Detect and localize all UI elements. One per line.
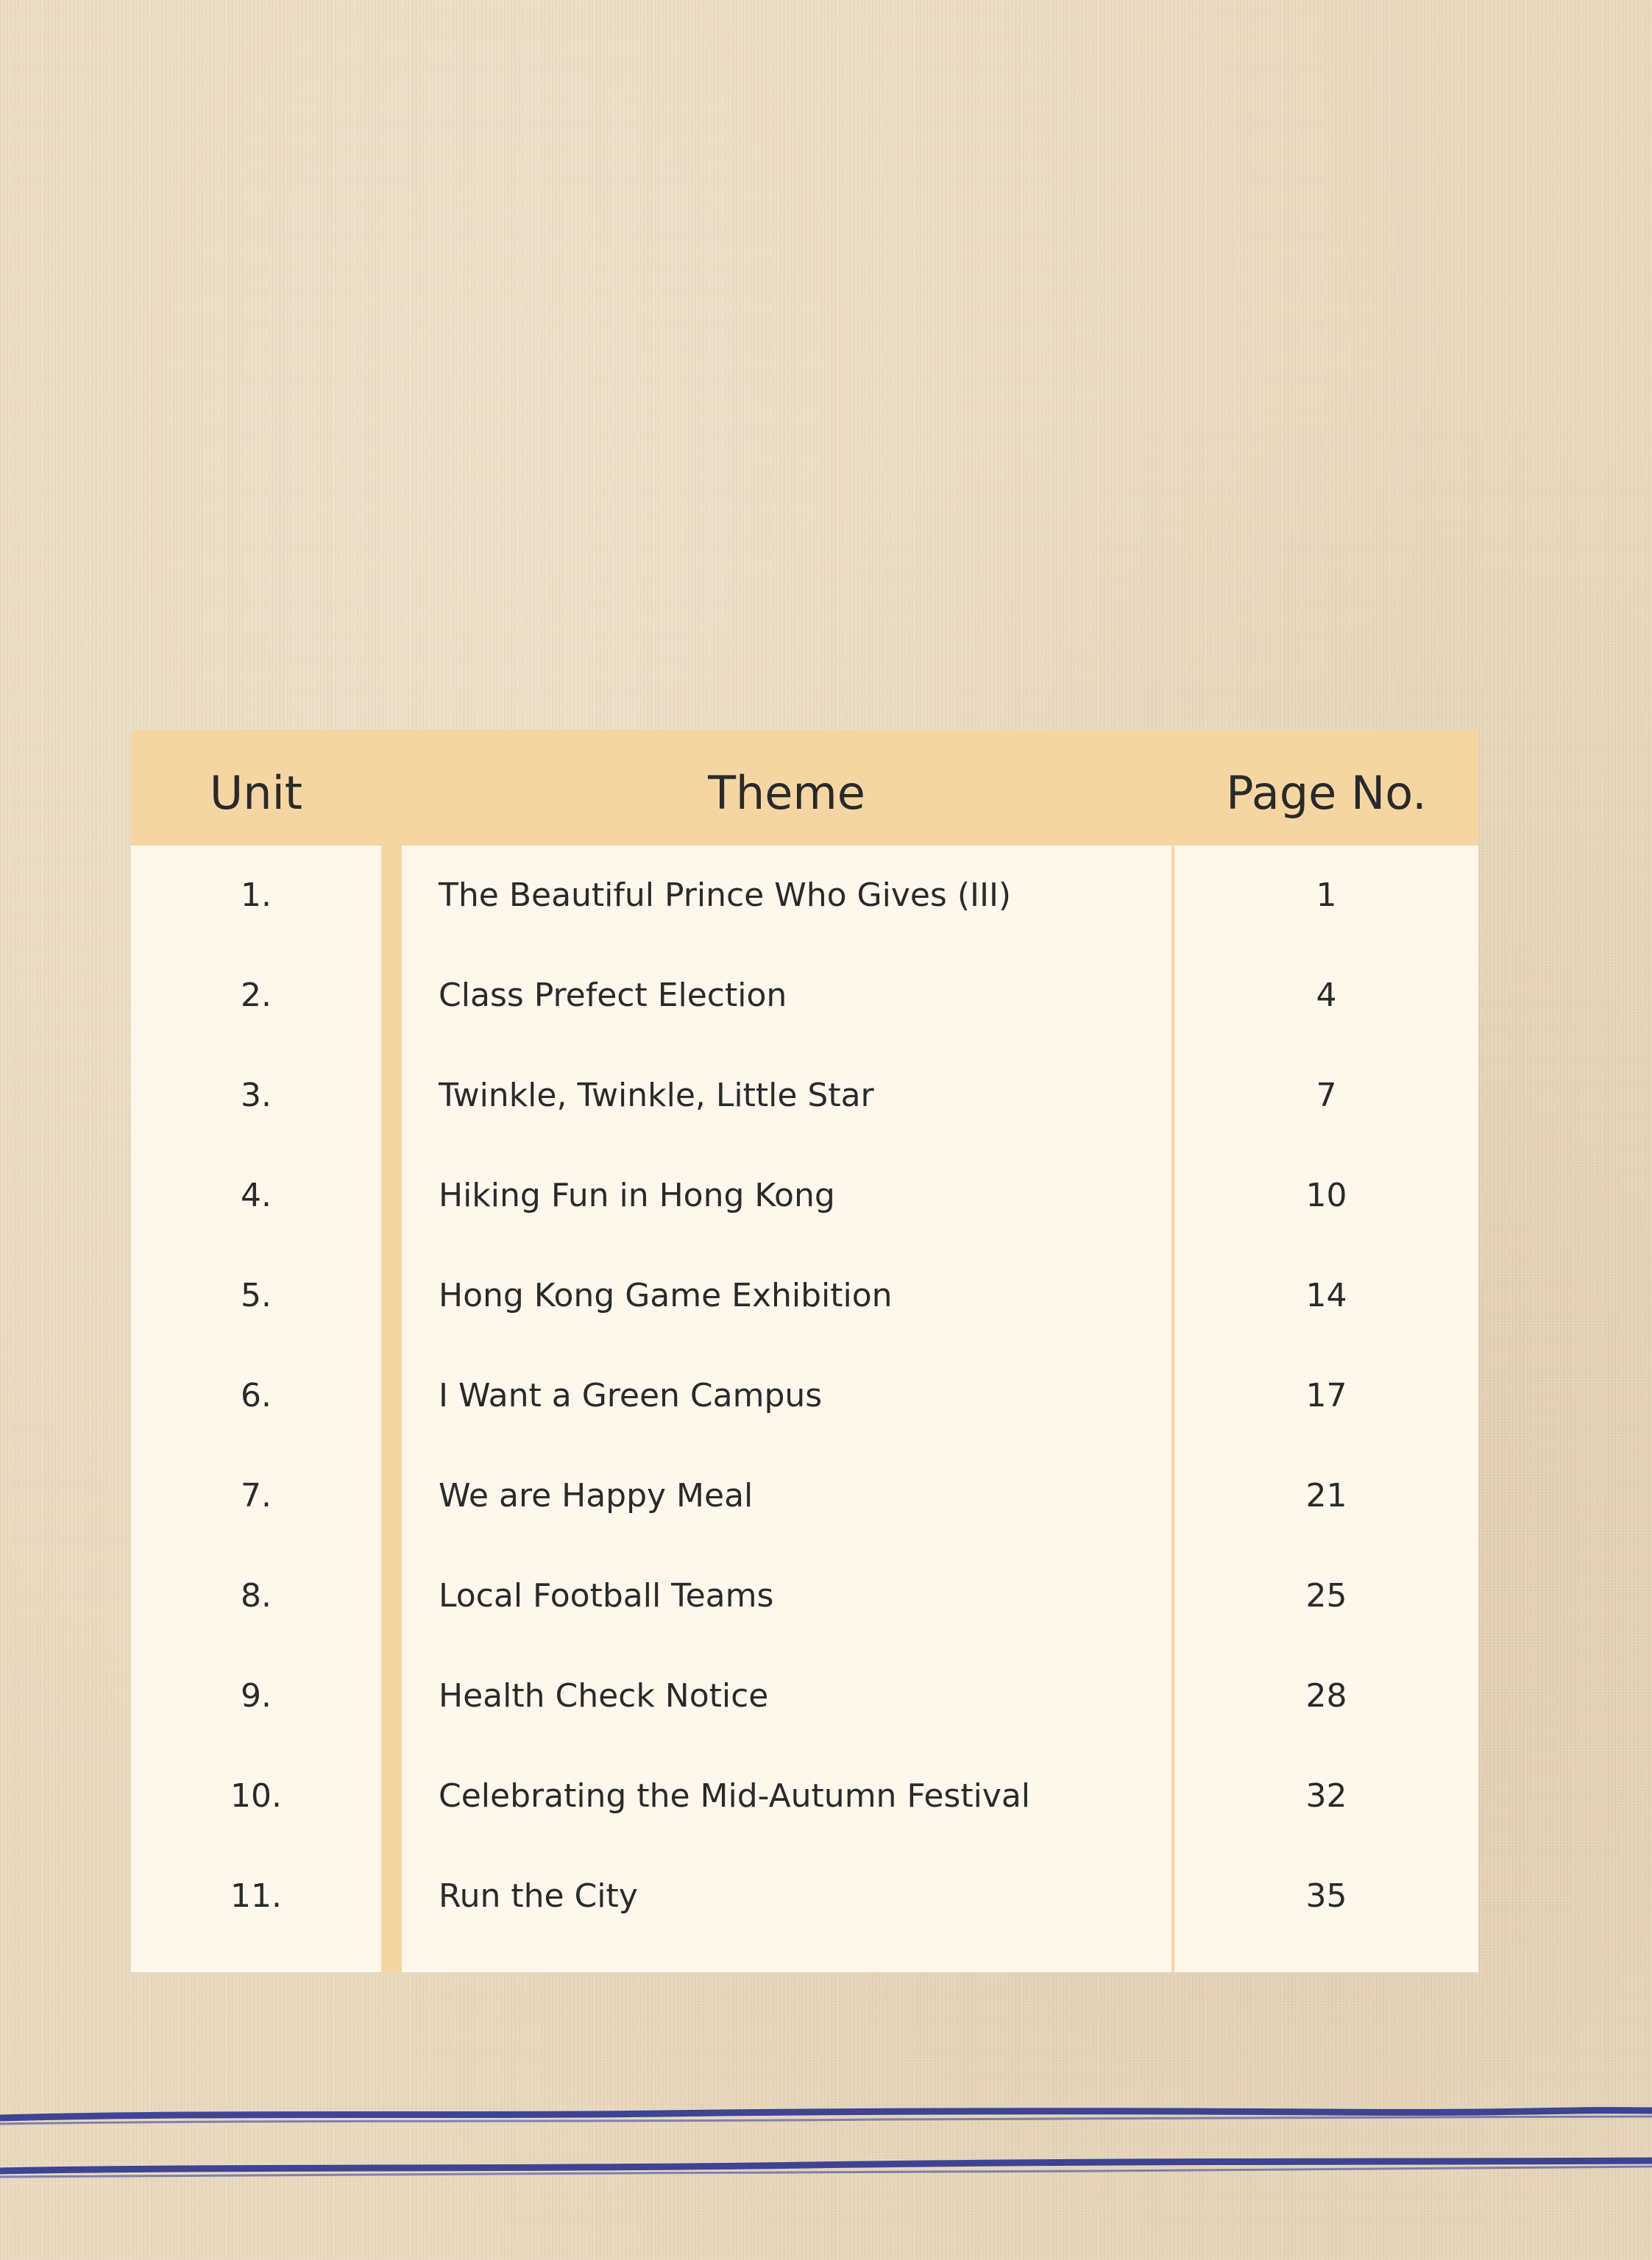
table-header: [131, 729, 1478, 846]
theme-cell: Twinkle, Twinkle, Little Star: [439, 1077, 874, 1114]
unit-cell: 8.: [241, 1577, 272, 1615]
unit-cell: 1.: [241, 876, 272, 914]
unit-cell: 2.: [241, 977, 272, 1014]
unit-cell: 4.: [241, 1177, 272, 1214]
theme-cell: Run the City: [439, 1877, 638, 1915]
page-cell: 17: [1305, 1377, 1347, 1414]
theme-cell: We are Happy Meal: [439, 1477, 754, 1515]
unit-cell: 9.: [241, 1677, 272, 1715]
theme-cell: Class Prefect Election: [439, 977, 787, 1014]
page-cell: 28: [1305, 1677, 1347, 1715]
page-cell: 21: [1305, 1477, 1347, 1515]
unit-cell: 11.: [230, 1877, 282, 1915]
page-cell: 10: [1305, 1177, 1347, 1214]
theme-cell: Hong Kong Game Exhibition: [439, 1277, 893, 1314]
table-of-contents: [131, 729, 1478, 1972]
theme-cell: The Beautiful Prince Who Gives (III): [439, 876, 1012, 914]
unit-column: [131, 846, 381, 1972]
unit-cell: 5.: [241, 1277, 272, 1314]
page-cell: 14: [1305, 1277, 1347, 1314]
theme-cell: Local Football Teams: [439, 1577, 774, 1615]
header-theme: Theme: [708, 766, 865, 820]
theme-cell: Celebrating the Mid-Autumn Festival: [439, 1777, 1031, 1815]
page-cell: 35: [1305, 1877, 1347, 1915]
page-cell: 1: [1316, 876, 1337, 914]
unit-cell: 3.: [241, 1077, 272, 1114]
fabric-stripes: [0, 2090, 1652, 2193]
page-cell: 4: [1316, 977, 1337, 1014]
page-cell: 32: [1305, 1777, 1347, 1815]
header-unit: Unit: [209, 766, 303, 820]
page-column: [1174, 846, 1478, 1972]
unit-cell: 7.: [241, 1477, 272, 1515]
theme-cell: I Want a Green Campus: [439, 1377, 823, 1414]
theme-cell: Health Check Notice: [439, 1677, 769, 1715]
header-page-no: Page No.: [1226, 766, 1427, 820]
page-cell: 25: [1305, 1577, 1347, 1615]
theme-column: [402, 846, 1171, 1972]
unit-cell: 6.: [241, 1377, 272, 1414]
theme-cell: Hiking Fun in Hong Kong: [439, 1177, 835, 1214]
unit-cell: 10.: [230, 1777, 282, 1815]
page-cell: 7: [1316, 1077, 1337, 1114]
